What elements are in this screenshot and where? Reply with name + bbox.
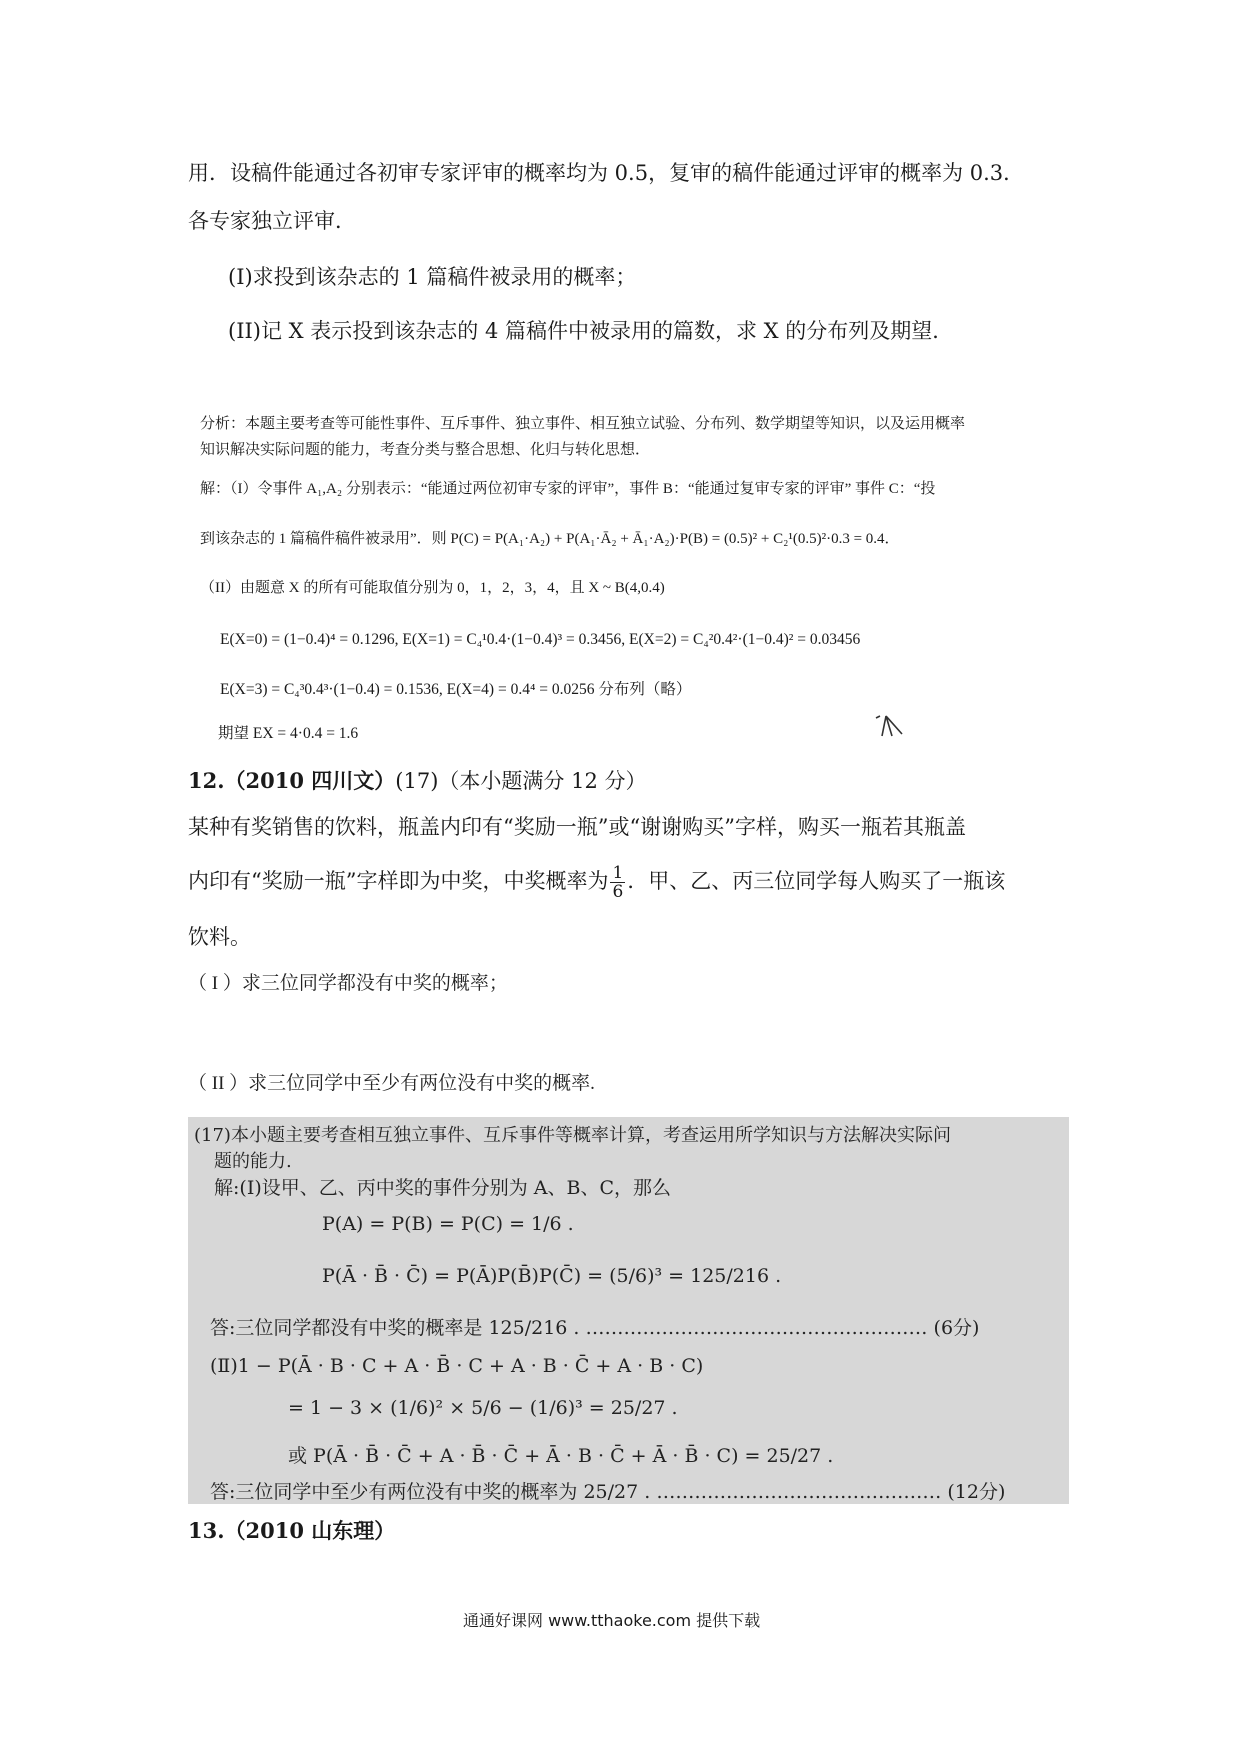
scan-line: 或 P(Ā · B̄ · C̄ + A · B̄ · C̄ + Ā · B · C̄ + Ā · B̄ · C) = 25/27 . (288, 1445, 834, 1467)
solution-line: 期望 EX = 4·0.4 = 1.6 (218, 725, 359, 742)
scan-line: P(Ā · B̄ · C̄) = P(Ā)P(B̄)P(C̄) = (5/6)³ = 125/216 . (322, 1265, 782, 1287)
problem-text: 内印有“奖励一瓶”字样即为中奖，中奖概率为 (188, 869, 609, 893)
pen-mark-icon (872, 710, 912, 740)
fraction-denominator: 6 (612, 882, 624, 902)
page-footer: 通通好课网 www.tthaoke.com 提供下载 (463, 1611, 761, 1630)
scan-line: 答:三位同学都没有中奖的概率是 125/216 . ……………………………………………… (6分) (210, 1317, 980, 1339)
problem-text-line: 用．设稿件能通过各初审专家评审的概率均为 0.5，复审的稿件能通过评审的概率为 0.3． (188, 161, 1025, 185)
scan-line: 题的能力. (214, 1151, 292, 1172)
solution-line: （II）由题意 X 的所有可能取值分别为 0，1，2，3，4，且 X ~ B(4,0.4) (200, 580, 665, 596)
scan-line: P(A) = P(B) = P(C) = 1/6 . (322, 1213, 574, 1235)
problem-number: 12.（2010 四川文） (188, 768, 396, 793)
problem-meta: (17)（本小题满分 12 分） (395, 769, 647, 793)
problem-text-line: 各专家独立评审． (188, 209, 356, 233)
scan-line: (Ⅱ)1 − P(Ā · B · C + A · B̄ · C + A · B · C̄ + A · B · C) (210, 1355, 704, 1377)
analysis-line: 知识解决实际问题的能力，考查分类与整合思想、化归与转化思想． (200, 442, 651, 458)
probability-fraction (610, 864, 625, 901)
solution-line: E(X=3) = C₄³0.4³·(1−0.4) = 0.1536, E(X=4) = 0.4⁴ = 0.0256 分布列（略） (220, 681, 692, 698)
question-part-1: （ I ）求三位同学都没有中奖的概率； (188, 973, 508, 994)
problem-text-line: 某种有奖销售的饮料，瓶盖内印有“奖励一瓶”或“谢谢购买”字样，购买一瓶若其瓶盖 (188, 815, 966, 839)
solution-line: E(X=0) = (1−0.4)⁴ = 0.1296, E(X=1) = C₄¹0.4·(1−0.4)³ = 0.3456, E(X=2) = C₄²0.4²·(1−0.4)² = 0.03456 (220, 631, 861, 648)
problem-text: ．甲、乙、丙三位同学每人购买了一瓶该 (627, 869, 1006, 893)
question-part-2: （ II ）求三位同学中至少有两位没有中奖的概率. (188, 1073, 595, 1094)
solution-line: 到该杂志的 1 篇稿件稿件被录用”．则 P(C) = P(A₁·A₂) + P(A₁·Ā₂ + Ā₁·A₂)·P(B) = (0.5)² + C₂¹(0.5)²·0.3 = 0.4． (200, 531, 900, 547)
problem-text-line (188, 864, 1005, 901)
fraction-numerator: 1 (612, 863, 624, 883)
scanned-solution (188, 1117, 1069, 1504)
scan-line: = 1 − 3 × (1/6)² × 5/6 − (1/6)³ = 25/27 . (288, 1397, 678, 1419)
question-part-1: (I)求投到该杂志的 1 篇稿件被录用的概率； (228, 265, 637, 289)
analysis-line: 分析：本题主要考查等可能性事件、互斥事件、独立事件、相互独立试验、分布列、数学期望等知识，以及运用概率 (200, 416, 966, 432)
scan-line: 解:(Ⅰ)设甲、乙、丙中奖的事件分别为 A、B、C，那么 (214, 1177, 671, 1199)
scan-line: 答:三位同学中至少有两位没有中奖的概率为 25/27 . ……………………………………… (12分) (210, 1481, 1006, 1503)
problem-text-line: 饮料。 (188, 925, 251, 949)
problem-heading (188, 766, 646, 796)
question-part-2: (II)记 X 表示投到该杂志的 4 篇稿件中被录用的篇数，求 X 的分布列及期望． (228, 319, 954, 343)
scan-line: (17)本小题主要考查相互独立事件、互斥事件等概率计算，考查运用所学知识与方法解决实际问 (194, 1125, 951, 1146)
problem-heading: 13.（2010 山东理） (188, 1518, 396, 1543)
solution-line: 解：（I）令事件 A₁,A₂ 分别表示：“能通过两位初审专家的评审”，事件 B：“能通过复审专家的评审” 事件 C：“投 (200, 481, 936, 497)
